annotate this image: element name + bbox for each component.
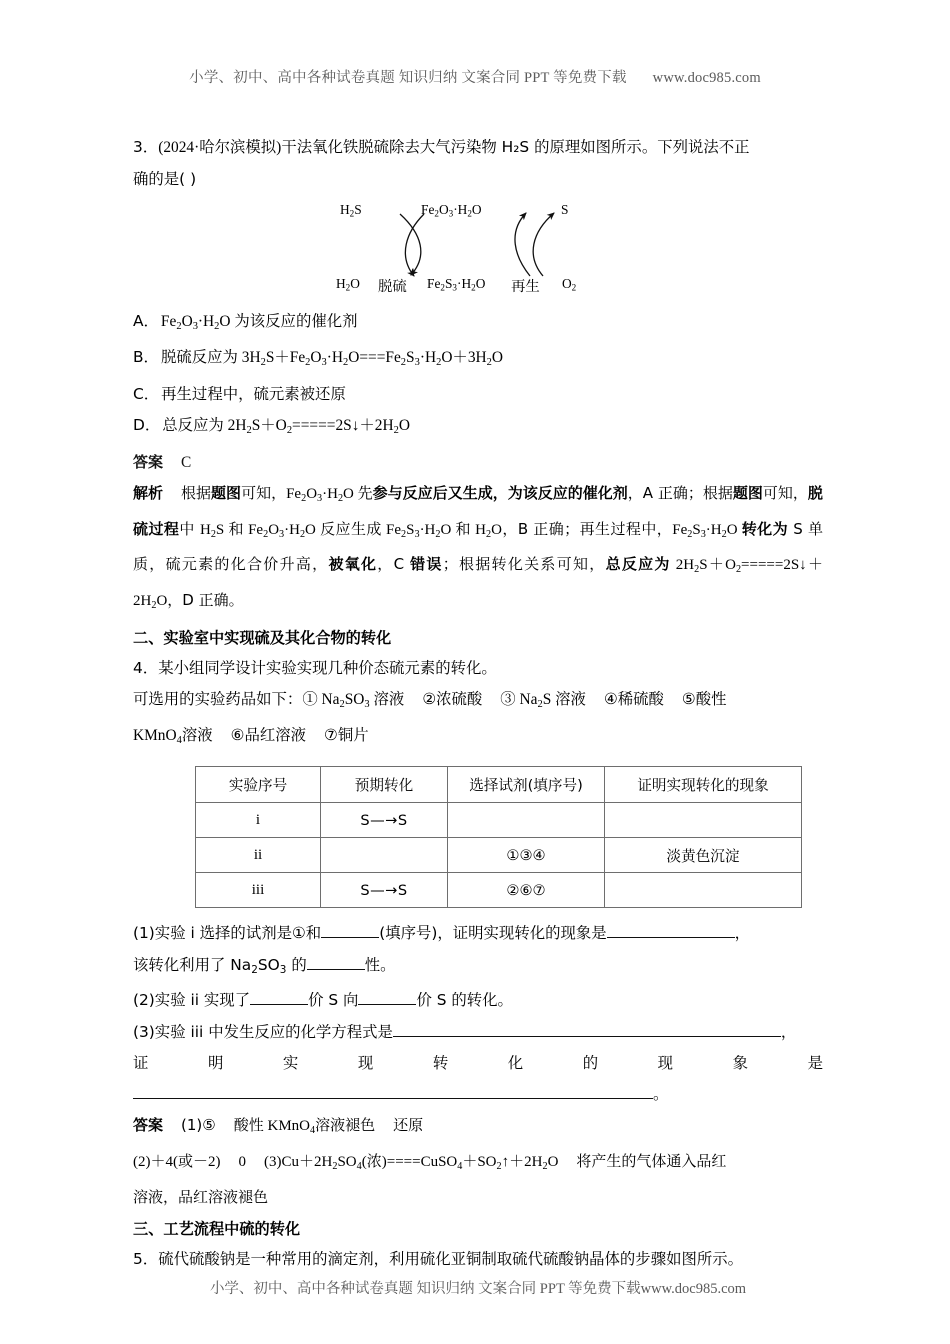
option-a-text: $Fe_2O_3\cdot H_2O$ 为该反应的催化剂 [160, 312, 358, 332]
option-d [133, 410, 823, 446]
question-4-answer-line-2 [133, 1146, 823, 1182]
reagent-1: ① $Na_2SO_3$ 溶液 [302, 689, 405, 710]
section-3-heading: 三、工艺流程中硫的转化 [133, 1220, 301, 1239]
answer-value: C [181, 453, 192, 471]
th-experiment-id: 实验序号 [196, 767, 321, 803]
analysis-seg-12: 总反应为 [605, 555, 671, 574]
sq3-char-6: 的 [582, 1054, 599, 1073]
option-a [133, 306, 823, 342]
analysis-seg-5: 题图 [732, 483, 763, 502]
reagent-3: ③ $Na_2S$ 溶液 [500, 689, 586, 710]
analysis-seg-10: 被氧化 [328, 555, 378, 574]
analysis-seg-2: 可知， [241, 483, 287, 502]
reagent-2: ②浓硫酸 [422, 689, 483, 708]
diagram-label-fe2o3-h2o: $Fe_2O_3\cdot H_2O$ [421, 202, 482, 219]
th-expected-transform: 预期转化 [321, 767, 448, 803]
subquestion-1-line2 [133, 950, 823, 985]
analysis-seg-0: 根据 [181, 483, 212, 502]
subquestion-1-line1 [133, 918, 823, 950]
sq2-text-b: 价 S 向 [308, 991, 359, 1010]
cell-phenomenon-iii[interactable] [605, 873, 802, 908]
diagram-label-h2s: $H_2S$ [340, 202, 362, 219]
experiment-table [195, 766, 802, 908]
sq2-text-a: (2)实验 ii 实现了 [133, 991, 251, 1010]
diagram-label-regeneration: 再生 [511, 279, 540, 295]
arrow-h2s-to-h2o [400, 214, 421, 275]
th-selected-reagents: 选择试剂(填序号) [448, 767, 605, 803]
analysis-label: 解析 [133, 483, 164, 502]
question-3-analysis: 解析 根据题图可知，$Fe_2O_3\cdot H_2O$ 先参与反应后又生成，为该反应的催化剂，A 正确；根据题图可知，脱硫过程中 $H_2S$ 和 $Fe_2O_3\cdot H_2O$ 反应生成 $Fe_2S_3\cdot H_2O$ 和 $H_2O$，B 正确；再生过程中，$Fe_2S_3\cdot H_2O$ 转化为 S 单质，硫元素的化合价升高，被氧化，C 错误；根据转化关系可知，总反应为 $2H_2S+O_2=====2S↓+2H_2O$，D 正确。 [133, 483, 823, 612]
option-b-text: 脱硫反应为 $3H_2S+Fe_2O_3\cdot H_2O===Fe_2S_3\cdot H_2O+3H_2O$ [160, 348, 503, 369]
answer-label: 答案 [133, 452, 164, 471]
section-2-heading: 二、实验室中实现硫及其化合物的转化 [133, 629, 392, 648]
reagents-intro: 可选用的实验药品如下： [133, 689, 303, 708]
sq1-blank-2[interactable] [607, 922, 735, 938]
footer-watermark [133, 1277, 823, 1298]
subquestion-2 [133, 985, 823, 1017]
diagram-canvas [336, 198, 618, 307]
question-5 [133, 1244, 823, 1275]
header-watermark [0, 66, 950, 87]
diagram-label-desulfurization: 脱硫 [378, 279, 407, 295]
question-4 [133, 653, 823, 1212]
arrow-o2-to-s [533, 213, 554, 276]
table-header-row [196, 767, 802, 803]
reagent-6: ⑥品红溶液 [230, 726, 307, 745]
question-3-source: (2024·哈尔滨模拟) [158, 139, 282, 156]
cell-id-iii: iii [196, 873, 321, 908]
footer-watermark-url: www.doc985.com [640, 1280, 747, 1297]
question-3-number: 3． [133, 138, 159, 156]
sq1-line2-b: 性。 [364, 955, 396, 974]
th-phenomenon: 证明实现转化的现象 [605, 767, 802, 803]
sq1-line2-a: 该转化利用了 $Na_2SO_3$ 的 [133, 955, 307, 976]
question-3-stem [133, 132, 823, 164]
option-d-label: D． [133, 416, 161, 435]
sq1-text-a: (1)实验 i 选择的试剂是①和 [133, 924, 322, 943]
subquestion-3-line1 [133, 1017, 823, 1049]
cell-reagents-i[interactable] [448, 803, 605, 838]
reagent-5: ⑤酸性 [681, 689, 727, 708]
sq3-period: 。 [653, 1084, 669, 1103]
cell-transform-iii[interactable]: S—→S [321, 873, 448, 908]
cell-reagents-ii[interactable]: ①③④ [448, 838, 605, 873]
sq3-blank-2[interactable] [133, 1083, 653, 1099]
sq1-blank-1[interactable] [321, 922, 379, 938]
reagent-7: ⑦铜片 [324, 726, 369, 745]
option-b-label: B． [133, 348, 159, 367]
analysis-seg-1: 题图 [211, 483, 242, 502]
question-3-stem-text: 干法氧化铁脱硫除去大气污染物 H₂S 的原理如图所示。下列说法不正 [281, 138, 750, 156]
option-c [133, 379, 823, 411]
question-3-answer-row [133, 447, 823, 478]
analysis-seg-9: 转化为 [741, 519, 789, 538]
answer-4-part-2: (2)＋4(或－2) 0 $(3)Cu+2H_2SO_4$(浓)$====CuSO_4+SO_2↑+2H_2O$ 将产生的气体通入品红 [133, 1152, 727, 1173]
sq2-text-c: 价 S 的转化。 [416, 991, 513, 1010]
cell-id-ii: ii [196, 838, 321, 873]
footer-watermark-text: 小学、初中、高中各种试卷真题 知识归纳 文案合同 PPT 等免费下载 [209, 1280, 641, 1297]
sq3-char-9: 是 [807, 1054, 823, 1073]
sq2-blank-1[interactable] [250, 989, 308, 1005]
question-4-answer-line-1 [133, 1110, 823, 1146]
subquestion-3-line2 [133, 1048, 823, 1079]
question-4-stem-text: 某小组同学设计实验实现几种价态硫元素的转化。 [158, 659, 497, 678]
reagent-4: ④稀硫酸 [603, 689, 664, 708]
question-4-reagent-line-2 [133, 720, 823, 756]
analysis-seg-4: ，A 正确；根据 [627, 483, 733, 502]
watermark-text: 小学、初中、高中各种试卷真题 知识归纳 文案合同 PPT 等免费下载 [189, 70, 627, 86]
reaction-cycle-diagram [133, 198, 823, 306]
sq3-char-2: 实 [282, 1054, 299, 1073]
option-b [133, 342, 823, 378]
option-a-label: A． [133, 312, 159, 330]
cell-id-i: i [196, 803, 321, 838]
answer-4-part-1: (1)⑤ 酸性 KMnO$_4$溶液褪色 还原 [181, 1116, 424, 1137]
analysis-seg-3: 参与反应后又生成，为该反应的催化剂 [372, 483, 628, 502]
subquestion-3-line3 [133, 1079, 823, 1111]
watermark-url: www.doc985.com [652, 70, 761, 86]
content-column [133, 132, 823, 1298]
analysis-seg-6: 可知， [762, 483, 808, 502]
cell-phenomenon-i[interactable] [605, 803, 802, 838]
option-c-label: C． [133, 384, 160, 403]
question-4-number: 4． [133, 659, 159, 678]
table-row [196, 803, 802, 838]
sq1-blank-3[interactable] [307, 954, 365, 970]
sq1-text-b: (填序号)，证明实现转化的现象是 [379, 924, 607, 943]
sq2-blank-2[interactable] [358, 989, 416, 1005]
sq3-text-a: (3)实验 iii 中发生反应的化学方程式是 [133, 1022, 393, 1041]
sq3-blank-1[interactable] [393, 1021, 781, 1037]
diagram-label-o2: $O_2$ [562, 276, 577, 293]
question-3-stem-line2: 确的是( ) [133, 169, 197, 188]
sq3-char-7: 现 [657, 1054, 674, 1073]
sq3-char-0: 证 [133, 1054, 149, 1073]
arrow-fe2s3-to-fe2o3 [515, 213, 530, 276]
answer-4-label: 答案 [133, 1116, 164, 1135]
question-4-answer-line-3: 溶液，品红溶液褪色 [133, 1188, 269, 1207]
sq3-char-3: 现 [357, 1054, 374, 1073]
diagram-label-h2o: $H_2O$ [336, 276, 360, 293]
diagram-label-s: S [561, 202, 569, 217]
sq3-char-8: 象 [732, 1054, 749, 1073]
reagent-5-cont: KMnO$_4$溶液 [133, 726, 213, 746]
option-d-text: 总反应为 $2H_2S+O_2=====2S↓+2H_2O$ [162, 416, 410, 437]
cell-reagents-iii[interactable]: ②⑥⑦ [448, 873, 605, 908]
analysis-seg-7: 脱硫过程 [133, 483, 823, 538]
question-4-reagent-line-1 [133, 684, 823, 720]
question-5-number: 5． [133, 1250, 159, 1269]
analysis-seg-8: 中 [179, 519, 200, 538]
diagram-label-fe2s3-h2o: $Fe_2S_3\cdot H_2O$ [427, 276, 486, 293]
question-3 [133, 132, 823, 621]
table-row [196, 838, 802, 873]
sq1-text-c: ， [734, 924, 751, 943]
cell-transform-i[interactable]: S—→S [321, 803, 448, 838]
cell-phenomenon-ii[interactable]: 淡黄色沉淀 [605, 838, 802, 873]
sq3-char-4: 转 [432, 1054, 449, 1073]
sq3-char-1: 明 [207, 1054, 224, 1073]
cell-transform-ii[interactable] [321, 838, 448, 873]
sq3-comma: ， [780, 1022, 797, 1041]
question-5-stem: 硫代硫酸钠是一种常用的滴定剂，利用硫化亚铜制取硫代硫酸钠晶体的步骤如图所示。 [158, 1250, 744, 1269]
analysis-seg-11: 错误 [410, 555, 443, 574]
sq3-char-5: 化 [507, 1054, 524, 1073]
option-c-text: 再生过程中，硫元素被还原 [161, 384, 346, 403]
question-4-stem [133, 653, 823, 684]
table-row [196, 873, 802, 908]
